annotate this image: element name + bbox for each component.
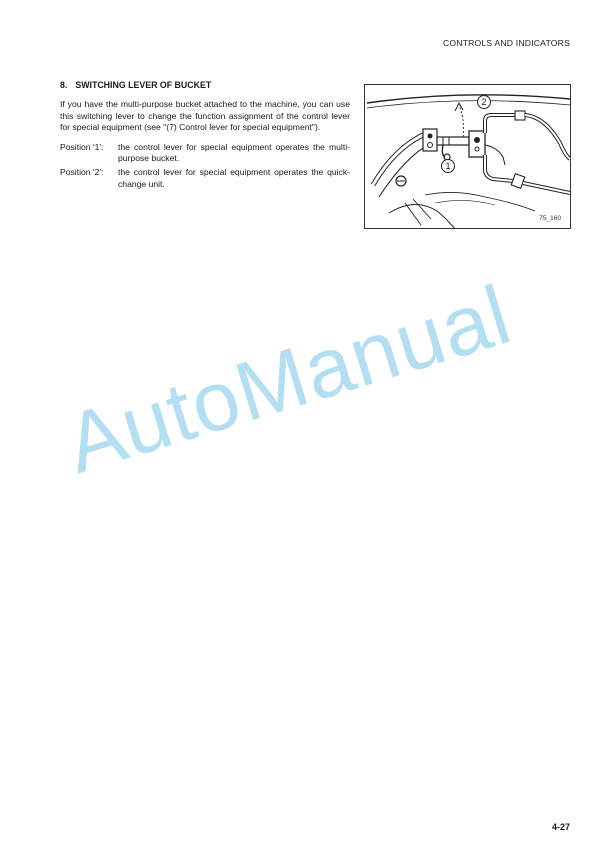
position-1-row: [60, 142, 350, 165]
section-title-text: SWITCHING LEVER OF BUCKET: [75, 80, 212, 90]
watermark: AutoManual: [55, 266, 522, 491]
position-1-text: the control lever for special equipment operates the multi-purpose bucket.: [118, 141, 350, 164]
position-2-row: [60, 167, 350, 190]
position-1-label: Position '1':: [60, 141, 104, 152]
callout-1: 1: [441, 159, 455, 173]
intro-paragraph: If you have the multi-purpose bucket attached to the machine, you can use this switching lever to change the function assignment of the control lever for special equipment (see "(7) Control lever for special equipment").: [60, 99, 350, 133]
section-switching-lever: [60, 80, 350, 192]
figure-code: 75_160: [539, 215, 561, 222]
position-2-label: Position '2':: [60, 166, 104, 177]
switching-lever-illustration: [364, 84, 571, 229]
page-number: 4-27: [551, 822, 570, 832]
callout-2: 2: [477, 95, 491, 109]
running-header: CONTROLS AND INDICATORS: [443, 38, 570, 48]
lever-drawing: [365, 85, 572, 230]
section-title: [60, 80, 350, 90]
section-number: 8.: [60, 80, 68, 90]
position-2-text: the control lever for special equipment operates the quick-change unit.: [118, 166, 350, 189]
